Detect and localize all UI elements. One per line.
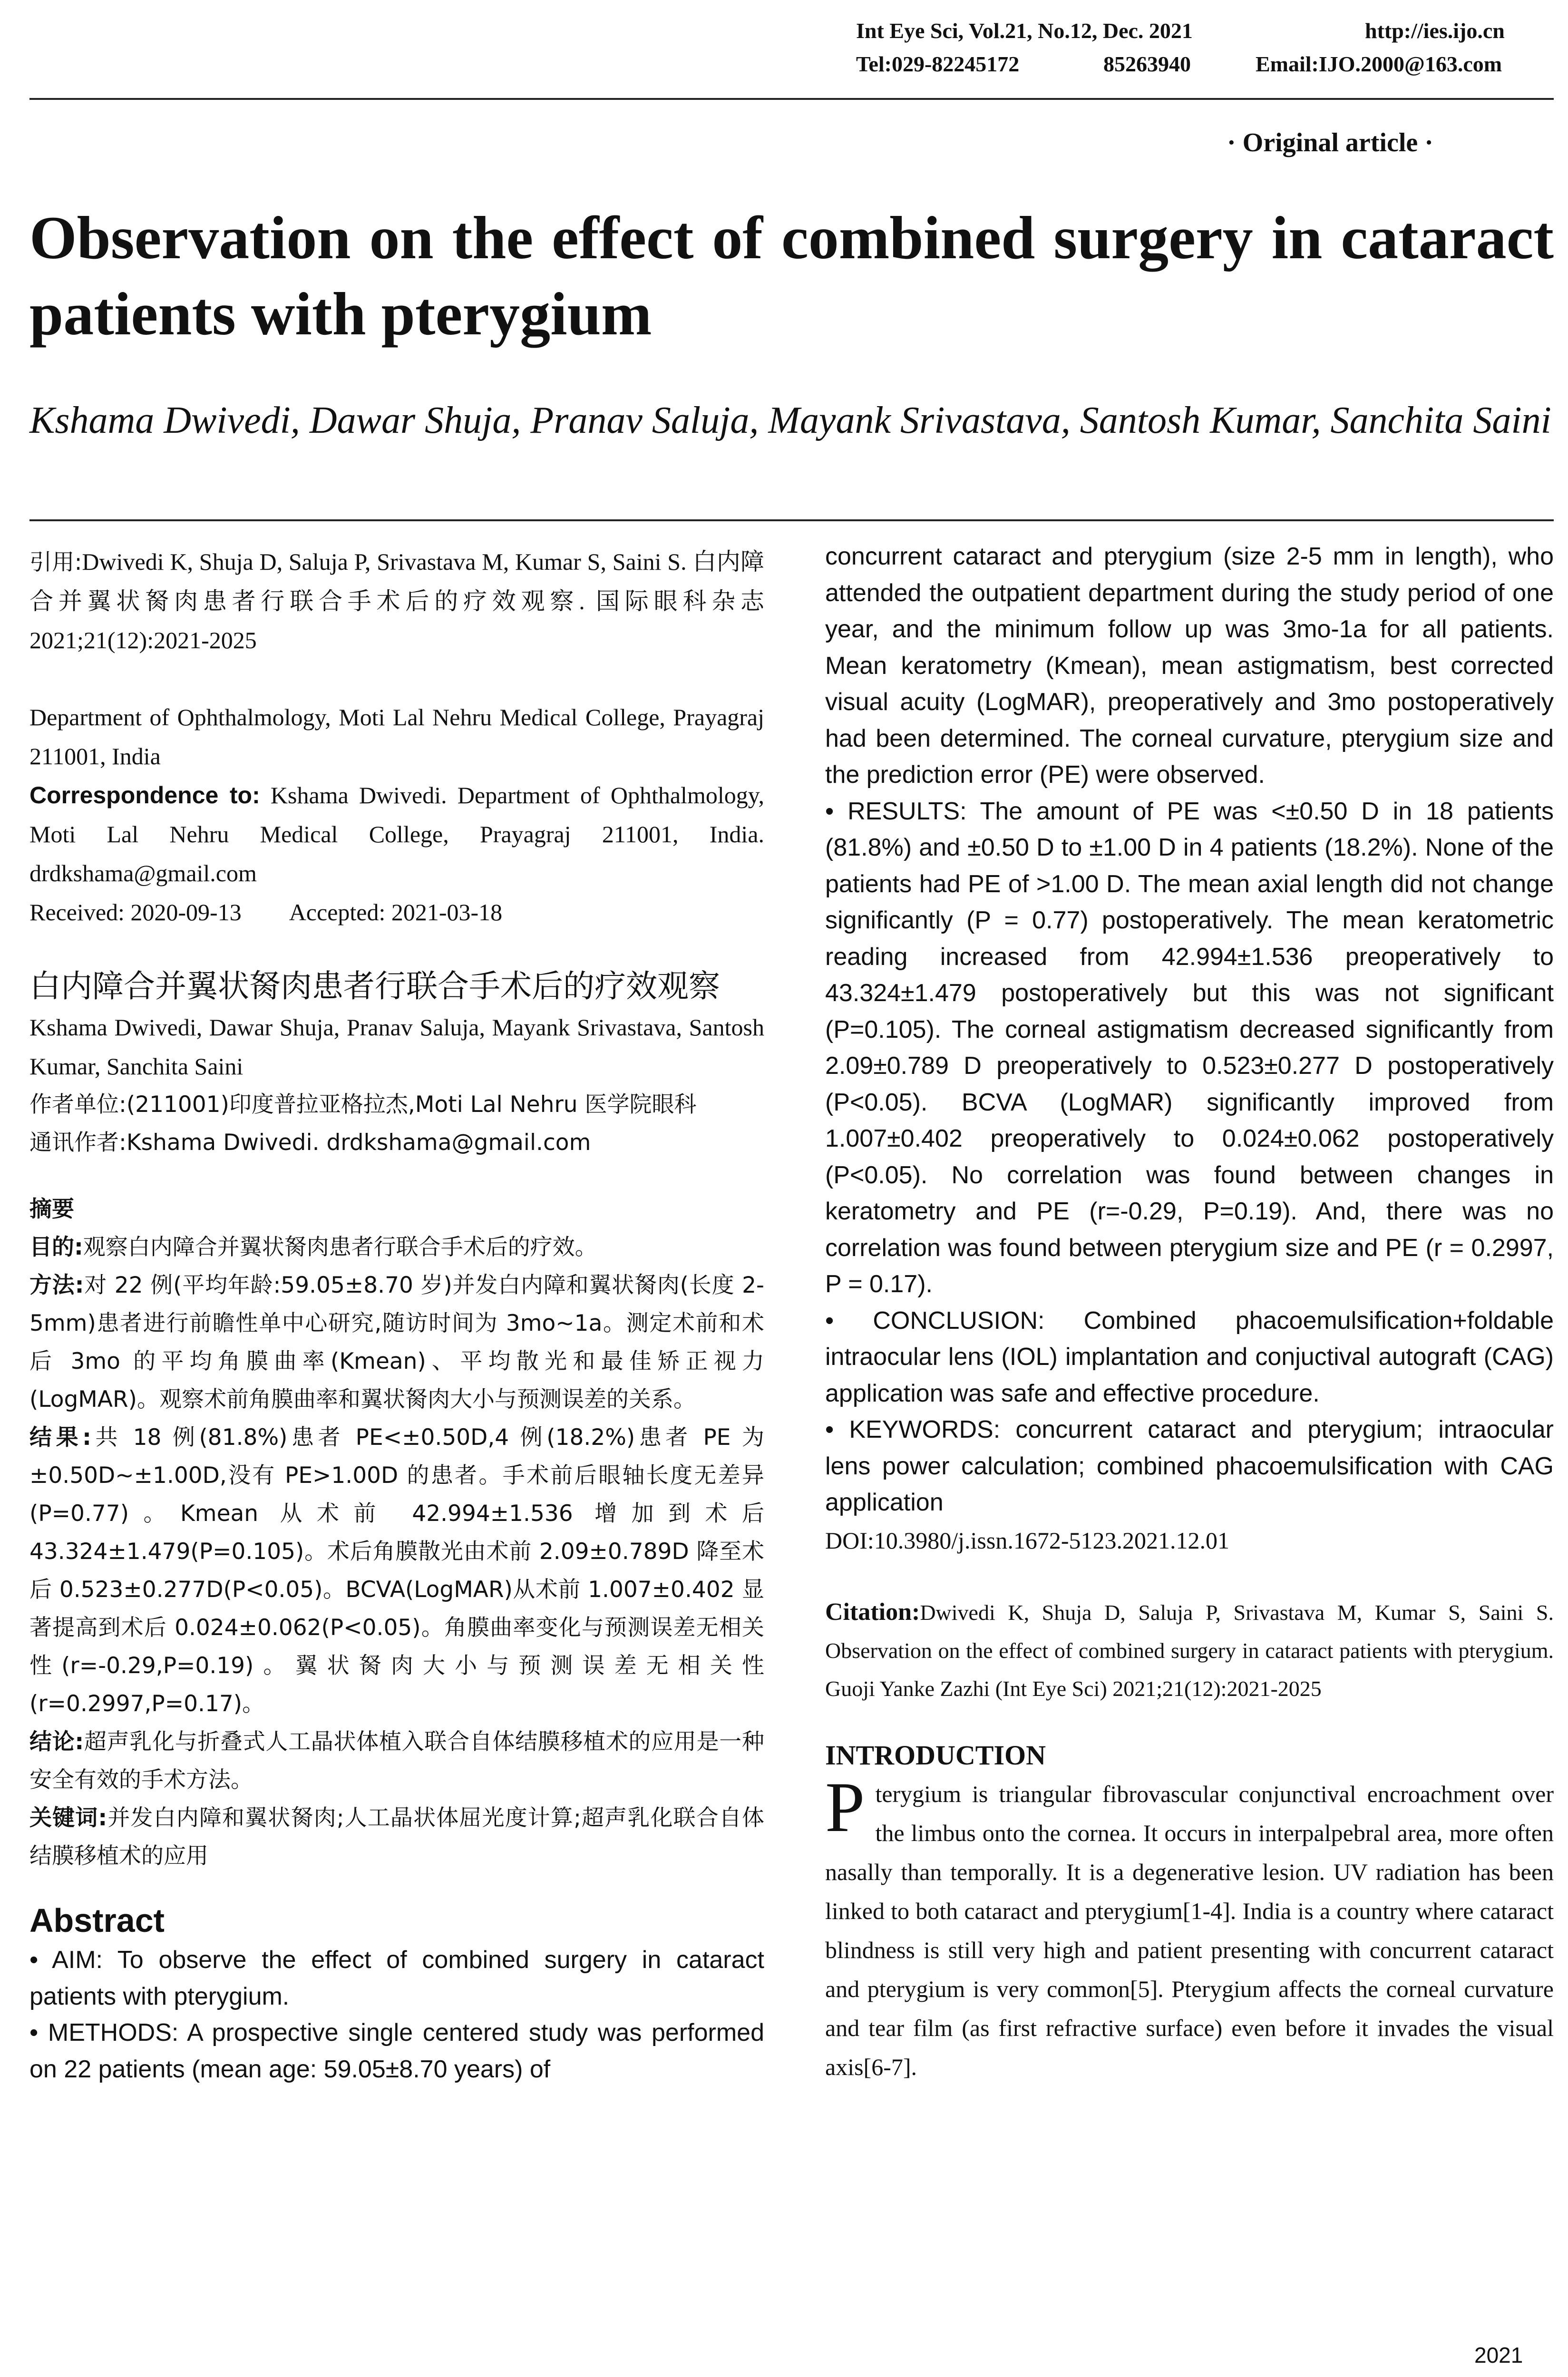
cn-aim-label: 目的: bbox=[29, 1234, 83, 1260]
title-rule bbox=[29, 519, 1554, 521]
cn-authors: Kshama Dwivedi, Dawar Shuja, Pranav Saluja, Mayank Srivastava, Santosh Kumar, Sanchita Saini bbox=[29, 1014, 764, 1080]
citation-label: Citation: bbox=[825, 1598, 920, 1626]
cn-unit: 作者单位:(211001)印度普拉亚格拉杰,Moti Lal Nehru 医学院眼科 bbox=[29, 1091, 697, 1118]
received-date: Received: 2020-09-13 bbox=[29, 899, 242, 925]
article-title: Observation on the effect of combined surgery in cataract patients with pterygium bbox=[29, 204, 1554, 348]
abstract-keywords: • KEYWORDS: concurrent cataract and pterygium; intraocular lens power calculation; combined phacoemulsification with CAG application bbox=[825, 1416, 1554, 1516]
affiliation: Department of Ophthalmology, Moti Lal Nehru Medical College, Prayagraj 211001, India bbox=[29, 704, 764, 770]
header-rule bbox=[29, 98, 1554, 100]
cn-methods: 对 22 例(平均年龄:59.05±8.70 岁)并发白内障和翼状胬肉(长度 2-5mm)患者进行前瞻性单中心研究,随访时间为 3mo~1a。测定术前和术后 3mo 的平均角膜曲率(Kmean)、平均散光和最佳矫正视力(LogMAR)。观察术前角膜曲率和翼状胬肉大小与预测误差的关系。 bbox=[29, 1272, 764, 1413]
cn-keywords-label: 关键词: bbox=[29, 1805, 107, 1831]
cn-abstract-head: 摘要 bbox=[29, 1196, 74, 1222]
corr-label: Correspondence to: bbox=[29, 782, 260, 809]
cn-title: 白内障合并翼状胬肉患者行联合手术后的疗效观察 bbox=[29, 968, 720, 1004]
right-column bbox=[825, 538, 1554, 2086]
cn-keywords: 并发白内障和翼状胬肉;人工晶状体屈光度计算;超声乳化联合自体结膜移植术的应用 bbox=[29, 1805, 765, 1869]
cn-results: 共 18 例(81.8%)患者 PE<±0.50D,4 例(18.2%)患者 PE 为±0.50D~±1.00D,没有 PE>1.00D 的患者。手术前后眼轴长度无差异(P=0.77)。Kmean 从术前 42.994±1.536 增加到术后 43.324±1.479(P=0.105)。术后角膜散光由术前 2.09±0.789D 降至术后 0.523±0.277D(P<0.05)。BCVA(LogMAR)从术前 1.007±0.402 显著提高到术后 0.024±0.062(P<0.05)。角膜曲率变化与预测误差无相关性(r=-0.29,P=0.19)。翼状胬肉大小与预测误差无相关性(r=0.2997,P=0.17)。 bbox=[29, 1424, 764, 1717]
cn-methods-label: 方法: bbox=[29, 1272, 84, 1298]
section-tag: · Original article · bbox=[1227, 128, 1433, 157]
cn-conclusion: 超声乳化与折叠式人工晶状体植入联合自体结膜移植术的应用是一种安全有效的手术方法。 bbox=[29, 1729, 765, 1793]
abstract-results: • RESULTS: The amount of PE was <±0.50 D in 18 patients (81.8%) and ±0.50 D to ±1.00 D in 4 patients (18.2%). None of the patients had PE of >1.00 D. The mean axial length did not change significantly (P = 0.77) postoperatively. The mean keratometric reading increased from 42.994±1.536 preoperatively to 43.324±1.479 postoperatively but this was not significant (P=0.105). The corneal astigmatism decreased significantly from 2.09±0.789 D preoperatively to 0.523±0.277 D postoperatively (P<0.05). BCVA (LogMAR) significantly improved from 1.007±0.402 preoperatively to 0.024±0.062 postoperatively (P<0.05). No correlation was found between changes in keratometry and PE (r=-0.29, P=0.19). And, there was no correlation was found between pterygium size and PE (r = 0.2997, P = 0.17). bbox=[825, 797, 1554, 1298]
doi: DOI:10.3980/j.issn.1672-5123.2021.12.01 bbox=[825, 1527, 1229, 1554]
cite-label: 引用: bbox=[29, 549, 82, 575]
abstract-aim: • AIM: To observe the effect of combined surgery in cataract patients with pterygium. bbox=[29, 1946, 764, 2010]
abstract-methods-cont: concurrent cataract and pterygium (size 2-5 mm in length), who attended the outpatient department during the study period of one year, and the minimum follow up was 3mo-1a for all patients. Mean keratometry (Kmean), mean astigmatism, best corrected visual acuity (LogMAR), preoperatively and 3mo postoperatively had been determined. The corneal curvature, pterygium size and the prediction error (PE) were observed. bbox=[825, 543, 1554, 789]
journal-email: Email:IJO.2000@163.com bbox=[1256, 52, 1502, 76]
citation-text: Dwivedi K, Shuja D, Saluja P, Srivastava M, Kumar S, Saini S. Observation on the effect of combined surgery in cataract patients with pterygium. Guoji Yanke Zazhi (Int Eye Sci) 2021;21(12):2021-2025 bbox=[825, 1600, 1554, 1701]
journal-tel: Tel:029-82245172 bbox=[856, 52, 1020, 76]
abstract-conclusion: • CONCLUSION: Combined phacoemulsification+foldable intraocular lens (IOL) implantation and conjuctival autograft (CAG) application was safe and effective procedure. bbox=[825, 1306, 1554, 1407]
journal-tel2: 85263940 bbox=[1103, 52, 1191, 76]
cn-conclusion-label: 结论: bbox=[29, 1729, 84, 1755]
abstract-heading: Abstract bbox=[29, 1902, 165, 1939]
journal-website: http://ies.ijo.cn bbox=[1365, 19, 1505, 43]
drop-cap: P bbox=[825, 1767, 865, 1847]
introduction-text: terygium is triangular fibrovascular conjunctival encroachment over the limbus onto the cornea. It occurs in interpalpebral area, more often nasally than temporally. It is a degenerative lesion. UV radiation has been linked to both cataract and pterygium[1-4]. India is a country where cataract blindness is still very high and patient presenting with concurrent cataract and pterygium is very common[5]. Pterygium affects the corneal curvature and tear film (as first refractive surface) even before it invades the visual axis[6-7]. bbox=[825, 1780, 1554, 2080]
left-column bbox=[29, 542, 764, 2087]
accepted-date: Accepted: 2021-03-18 bbox=[289, 899, 503, 925]
introduction-heading: INTRODUCTION bbox=[825, 1739, 1046, 1771]
page-number: 2021 bbox=[1474, 2343, 1523, 2367]
cn-results-label: 结果: bbox=[29, 1424, 91, 1451]
cn-aim: 观察白内障合并翼状胬肉患者行联合手术后的疗效。 bbox=[83, 1234, 597, 1260]
corr-text: Kshama Dwivedi. Department of Ophthalmology, Moti Lal Nehru Medical College, Prayagraj 211001, India. drdkshama@gmail.com bbox=[29, 782, 764, 887]
cite-text: Dwivedi K, Shuja D, Saluja P, Srivastava M, Kumar S, Saini S. 白内障合并翼状胬肉患者行联合手术后的疗效观察. 国际眼科杂志 2021;21(12):2021-2025 bbox=[29, 548, 764, 653]
author-list: Kshama Dwivedi, Dawar Shuja, Pranav Saluja, Mayank Srivastava, Santosh Kumar, Sanchita Saini bbox=[29, 399, 1551, 441]
journal-header: Int Eye Sci, Vol.21, No.12, Dec. 2021 bbox=[856, 19, 1193, 43]
cn-corr: 通讯作者:Kshama Dwivedi. drdkshama@gmail.com bbox=[29, 1130, 591, 1156]
abstract-methods-start: • METHODS: A prospective single centered study was performed on 22 patients (mean age: 59.05±8.70 years) of bbox=[29, 2019, 764, 2083]
